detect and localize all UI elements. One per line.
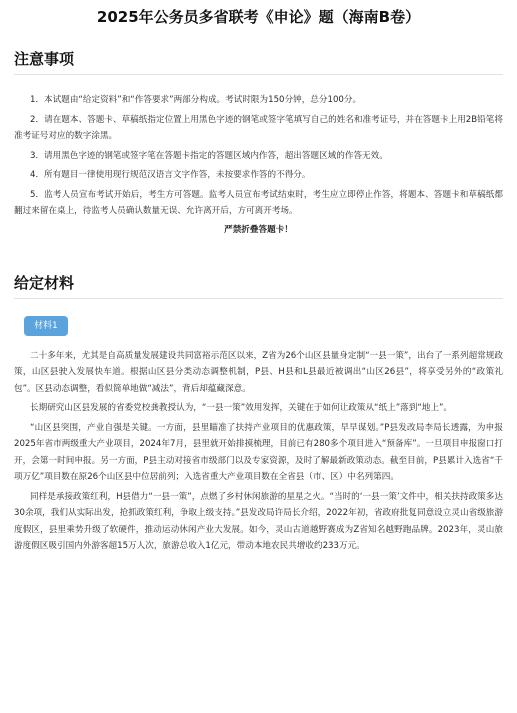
material-tag: 材料1 <box>24 316 68 336</box>
note-item: 4．所有题目一律使用现行规范汉语言文字作答，未按要求作答的不得分。 <box>30 170 311 180</box>
material-paragraph: 二十多年来，尤其是自高质量发展建设共同富裕示范区以来，Z省为26个山区县量身定制“一县一策”，出台了一系列超常规政策，山区县驶入发展快车道。根据山区县分类动态调整机制，P县、H县和L县最近被调出“山区26县”，将享受另外的“政策礼包”。区县动态调整，看似简单地做“减法”，背后却蕴藏深意。 <box>14 350 503 394</box>
note-item: 3．请用黑色字迹的钢笔或签字笔在答题卡指定的答题区域内作答，超出答题区域的作答无效。 <box>30 150 388 161</box>
note-item: 2．请在题本、答题卡、草稿纸指定位置上用黑色字迹的钢笔或签字笔填写自己的姓名和准考证号，并在答题卡上用2B铅笔将准考证号对应的数字涂黑。 <box>14 114 503 141</box>
material-paragraph: “山区县突围，产业自强是关键。一方面，县里瞄准了扶持产业项目的优惠政策，早早谋划。”P县发改局李局长透露，为申报2025年省市两级重大产业项目，2024年7月，县里就开始排摸梳理，目前已有280多个项目进入“预备库”。一旦项目申报窗口打开，会第一时间申报。另一方面，P县主动对接省市级部门以及专家资源，及时了解最新政策动态。截至目前，P县累计入选省“千项万亿”项目数在原26个山区县中位居前列；入选省重大产业项目数在全省县（市、区）中名列第四。 <box>14 422 503 482</box>
notes-list <box>14 92 503 220</box>
notice-text: 严禁折叠答题卡！ <box>224 224 293 235</box>
note-item: 1．本试题由“给定资料”和“作答要求”两部分构成。考试时限为150分钟，总分100分。 <box>30 95 362 105</box>
notes-divider <box>14 74 503 75</box>
materials-divider <box>14 298 503 299</box>
materials-body <box>14 348 503 555</box>
materials-heading: 给定材料 <box>14 273 75 292</box>
notes-heading: 注意事项 <box>14 50 75 68</box>
document-title: 2025年公务员多省联考《申论》题（海南B卷） <box>96 8 421 26</box>
material-paragraph: 同样是承接政策红利，H县借力“一县一策”，点燃了乡村休闲旅游的星星之火。“当时的‘一县一策’文件中，相关扶持政策多达30余项，我们从实际出发，抢抓政策红利，争取上级支持。”县发改局许局长介绍，2022年初，省政府批复同意设立灵山省级旅游度假区，县里乘势升级了软硬件，推动运动休闲产业大发展。如今，灵山古道越野赛成为Z省知名越野跑品牌。2023年，灵山旅游度假区吸引国内外游客超15万人次，旅游总收入1亿元，带动本地农民共增收约233万元。 <box>14 491 503 551</box>
material-paragraph: 长期研究山区县发展的省委党校龚教授认为，“一县一策”效用发挥，关键在于如何让政策从“纸上”落到“地上”。 <box>30 403 453 413</box>
note-item: 5．监考人员宣布考试开始后，考生方可答题。监考人员宣布考试结束时，考生应立即停止作答，将题本、答题卡和草稿纸都翻过来留在桌上，待监考人员确认数量无误、允许离开后，方可离开考场。 <box>14 189 503 216</box>
